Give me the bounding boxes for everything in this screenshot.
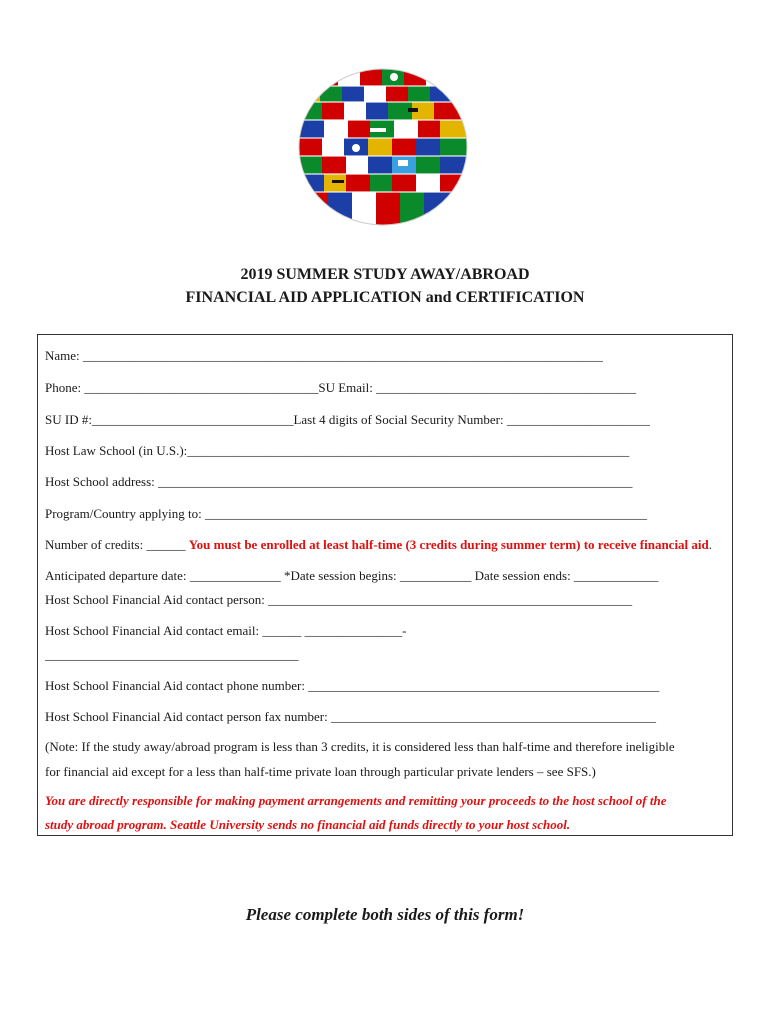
footer-instruction: Please complete both sides of this form! <box>245 905 525 924</box>
contact-fax-field[interactable]: Host School Financial Aid contact person fax number: __________________________________________________ <box>45 709 656 724</box>
globe-flags-illustration <box>298 68 468 226</box>
credits-warning: You must be enrolled at least half-time (3 credits during summer term) to receive financial aid <box>188 537 709 552</box>
phone-email-field[interactable]: Phone: ____________________________________SU Email: ________________________________________ <box>45 380 637 395</box>
name-field[interactable]: Name: ________________________________________________________________________________ <box>45 348 603 363</box>
form-title-line2: FINANCIAL AID APPLICATION and CERTIFICATION <box>185 289 585 306</box>
dates-field[interactable]: Anticipated departure date: ______________ *Date session begins: ___________ Date session ends: _____________ <box>45 568 659 583</box>
program-country-field[interactable]: Program/Country applying to: ____________________________________________________________________ <box>45 506 647 521</box>
contact-phone-field[interactable]: Host School Financial Aid contact phone number: ______________________________________________________ <box>45 678 660 693</box>
payment-warning-line2: study abroad program. Seattle University sends no financial aid funds directly to your host school. <box>45 817 571 832</box>
credits-row <box>45 537 712 553</box>
credits-field[interactable]: Number of credits: ______ <box>45 537 189 552</box>
application-form-box <box>37 334 733 836</box>
form-title-line1: 2019 SUMMER STUDY AWAY/ABROAD <box>240 266 530 283</box>
su-id-ssn-field[interactable]: SU ID #:_______________________________Last 4 digits of Social Security Number: ______________________ <box>45 412 650 427</box>
credits-period: . <box>708 537 713 552</box>
contact-email-field[interactable]: Host School Financial Aid contact email: ______ _______________- <box>45 623 407 638</box>
host-address-field[interactable]: Host School address: _________________________________________________________________________ <box>45 474 633 489</box>
note-line1: (Note: If the study away/abroad program is less than 3 credits, it is considered less than half-time and therefore ineligible <box>45 739 675 754</box>
note-line2: for financial aid except for a less than half-time private loan through particular private lenders – see SFS.) <box>45 764 596 779</box>
host-law-school-field[interactable]: Host Law School (in U.S.):____________________________________________________________________ <box>45 443 630 458</box>
contact-person-field[interactable]: Host School Financial Aid contact person: ________________________________________________________ <box>45 592 633 607</box>
globe-flags-icon <box>298 68 468 226</box>
contact-email-field-cont[interactable]: _______________________________________ <box>45 647 299 662</box>
payment-warning-line1: You are directly responsible for making payment arrangements and remitting your proceeds to the host school of the <box>45 793 667 808</box>
